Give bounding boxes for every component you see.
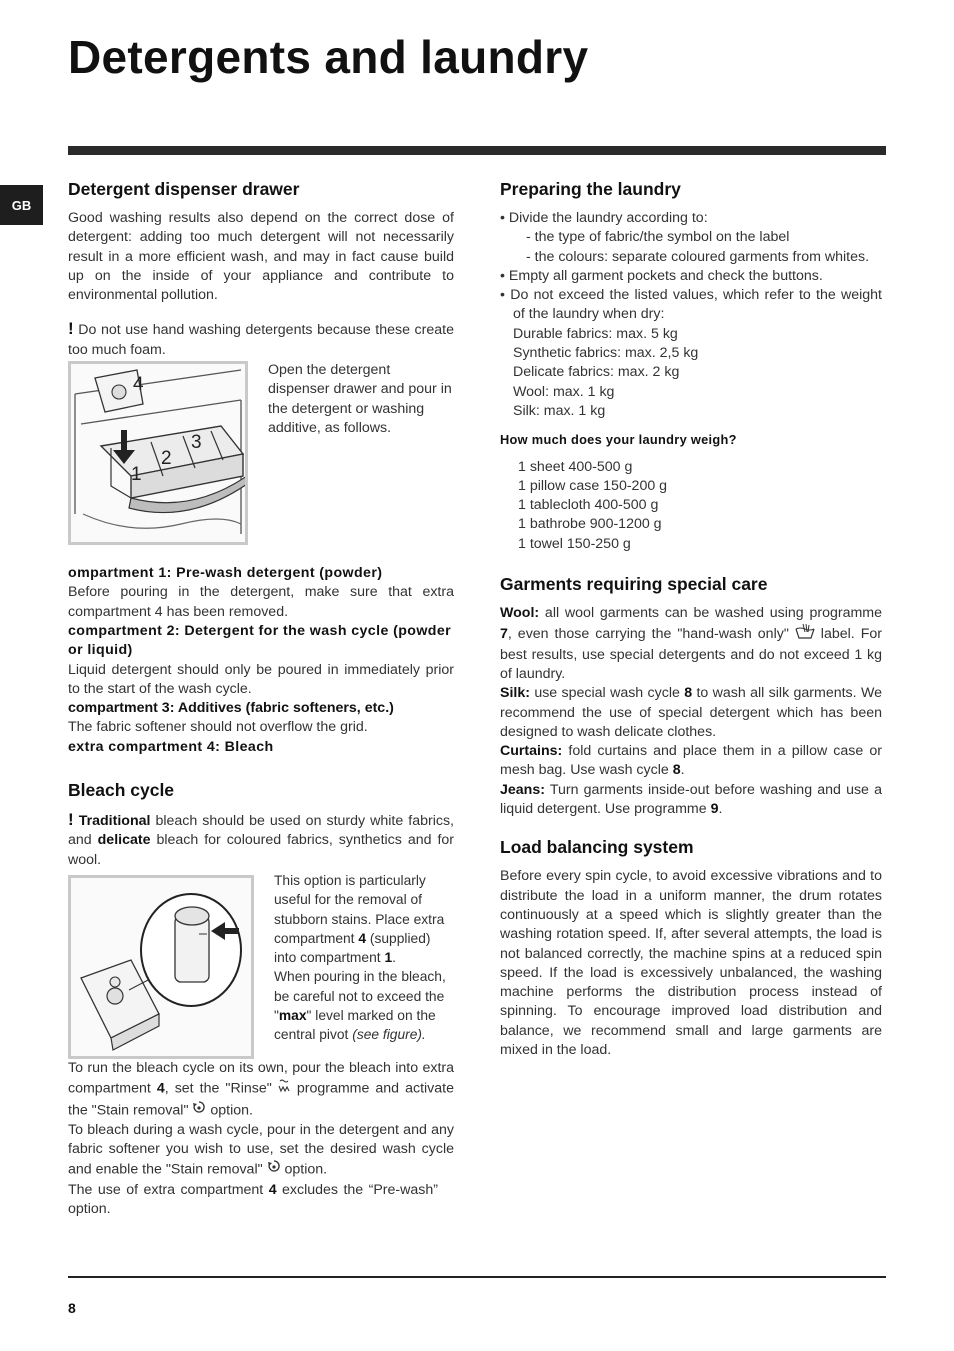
compartment-3-text: The fabric softener should not overflow the grid.: [68, 719, 368, 736]
compartment-3-title: compartment 3: Additives (fabric softeners, etc.): [68, 700, 394, 717]
bleach-fig-text-4: When pouring in the bleach, be careful not to exceed the ": [274, 969, 446, 1024]
compartment-1-title: ompartment 1: Pre-wash detergent (powder): [68, 565, 383, 582]
left-column: [68, 178, 454, 1219]
wool-programme: 7: [500, 626, 508, 643]
prep-bullet-2: • Empty all garment pockets and check the buttons.: [500, 267, 823, 284]
hand-wash-icon: [795, 623, 815, 645]
bleach-p1-c: , set the "Rinse": [164, 1080, 278, 1097]
bleach-p3-c: excludes the “Pre-wash” option.: [68, 1181, 438, 1218]
bleach-figure-text: [254, 871, 454, 1059]
fig-label-4: 4: [133, 374, 144, 396]
bleach-compartment-figure: [68, 875, 254, 1059]
language-tab: GB: [0, 185, 43, 225]
compartments-list: [68, 564, 454, 757]
bleach-fig-max: max: [278, 1008, 307, 1024]
silk-paragraph: [500, 684, 882, 742]
limit-item: Delicate fabrics: max. 2 kg: [513, 364, 680, 381]
silk-cycle: 8: [684, 685, 693, 702]
bleach-fig-num-4: 4: [358, 930, 367, 946]
footer-rule: [68, 1276, 886, 1278]
page-number: 8: [68, 1300, 76, 1316]
special-care-heading: Garments requiring special care: [500, 574, 768, 595]
weight-item: 1 sheet 400-500 g: [518, 458, 633, 475]
jeans-paragraph: [500, 781, 882, 820]
bleach-text-2: bleach for coloured fabrics, synthetics and for wool.: [68, 832, 454, 868]
bleach-p3-num: 4: [268, 1181, 277, 1198]
bleach-traditional: Traditional: [78, 813, 151, 830]
weight-item: 1 tablecloth 400-500 g: [518, 497, 659, 514]
bleach-compartment-illustration: [71, 878, 251, 1056]
compartment-1-text: Before pouring in the detergent, make sure that extra compartment 4 has been removed.: [68, 584, 454, 620]
right-column: [500, 178, 882, 1060]
rinse-icon: [278, 1078, 291, 1099]
weight-item: 1 pillow case 150-200 g: [518, 477, 668, 494]
bleach-fig-text-2: (supplied) into compartment: [274, 930, 431, 966]
bleach-warning-mark: !: [68, 810, 74, 830]
bleach-fig-num-1: 1: [384, 950, 393, 966]
jeans-programme: 9: [710, 801, 719, 818]
bleach-fig-text-1: This option is particularly useful for the removal of stubborn stains. Place extra compartment: [274, 872, 445, 946]
load-balancing-text: Before every spin cycle, to avoid excessive vibrations and to distribute the load in a uniform manner, the drum rotates continuously at a speed which is slightly greater than the washing rotation speed. If, after several attempts, the load is not balanced correctly, the machine spins at a reduced spin speed. If the load is excessively unbalanced, the washing machine performs the distribution process instead of spinning. To encourage improved load distribution and balance, we recommend small and large garments are mixed in the load.: [500, 868, 882, 1058]
bleach-heading: Bleach cycle: [68, 780, 175, 801]
bleach-fig-text-3: .: [392, 950, 396, 966]
hand-wash-warning: [68, 319, 454, 360]
limit-item: Wool: max. 1 kg: [513, 383, 615, 400]
laundry-weights: [500, 458, 882, 554]
bleach-p2-a: To bleach during a wash cycle, pour in the detergent and any fabric softener you wish to use, set the desired wash cycle and enable the "Stain removal": [68, 1121, 454, 1178]
load-balancing-heading: Load balancing system: [500, 837, 694, 858]
dispenser-drawer-illustration: [71, 364, 245, 542]
wool-paragraph: [500, 604, 882, 684]
weight-item: 1 bathrobe 900-1200 g: [518, 516, 662, 533]
stain-removal-icon: [267, 1159, 281, 1180]
fig-label-1: 1: [131, 464, 142, 486]
wool-text-c: , even those carrying the "hand-wash only": [507, 626, 795, 643]
fig-label-3: 3: [191, 432, 202, 454]
wool-text-d: label. For best results, use special detergents and do not exceed 1 kg of laundry.: [500, 626, 882, 682]
curtains-text-c: .: [680, 762, 685, 779]
dispenser-drawer-figure: [68, 361, 248, 545]
prep-heading: Preparing the laundry: [500, 179, 681, 199]
prep-sub-1: - the type of fabric/the symbol on the label: [526, 229, 790, 246]
warning-mark: !: [68, 319, 74, 339]
jeans-label: Jeans:: [500, 781, 545, 798]
bleach-intro: [68, 810, 454, 870]
bleach-paragraph-3: [68, 1181, 438, 1220]
curtains-label: Curtains:: [500, 743, 563, 760]
bleach-p1-num: 4: [156, 1080, 165, 1097]
curtains-paragraph: [500, 742, 882, 781]
curtains-text-a: fold curtains and place them in a pillow case or mesh bag. Use wash cycle: [500, 743, 882, 779]
bleach-p1-d: programme and activate the "Stain removal": [68, 1080, 455, 1118]
bleach-p2-b: option.: [280, 1161, 328, 1178]
weigh-subheading: How much does your laundry weigh?: [500, 432, 737, 448]
jeans-text-a: Turn garments inside-out before washing and use a liquid detergent. Use programme: [500, 781, 882, 818]
prep-sub-2: - the colours: separate coloured garments from whites.: [526, 248, 870, 265]
wool-text-a: all wool garments can be washed using programme: [539, 605, 882, 622]
fig-label-2: 2: [161, 448, 172, 470]
jeans-text-c: .: [718, 801, 723, 818]
bleach-figure-row: [68, 871, 454, 1059]
prep-list: [500, 209, 882, 325]
dispenser-heading: Detergent dispenser drawer: [68, 179, 300, 199]
page-title: Detergents and laundry: [68, 31, 589, 83]
prep-bullet-1: [500, 209, 882, 267]
compartment-2-text: Liquid detergent should only be poured in immediately prior to the start of the wash cycle.: [68, 661, 454, 697]
warning-text: Do not use hand washing detergents because these create too much foam.: [68, 322, 454, 358]
silk-label: Silk:: [500, 685, 530, 702]
curtains-cycle: 8: [672, 762, 681, 779]
dispenser-figure-row: [68, 361, 454, 545]
limit-item: Silk: max. 1 kg: [513, 402, 606, 419]
header-rule: [68, 146, 886, 155]
bleach-p3-a: The use of extra compartment: [68, 1181, 269, 1198]
silk-text-a: use special wash cycle: [529, 685, 685, 702]
limit-item: Synthetic fabrics: max. 2,5 kg: [513, 345, 699, 362]
compartment-4-title: extra compartment 4: Bleach: [68, 738, 274, 755]
silk-text-c: to wash all silk garments. We recommend the use of special detergent which has been designed to wash delicate clothes.: [500, 685, 882, 740]
dispenser-intro: Good washing results also depend on the correct dose of detergent: adding too much detergent will not necessarily result in a more efficient wash, and may in fact cause build up on the inside of your appliance and contribute to environmental pollution.: [68, 210, 454, 304]
bleach-paragraph-2: [68, 1121, 454, 1181]
weight-limits: [500, 325, 882, 421]
stain-removal-icon: [192, 1100, 206, 1121]
bleach-paragraph-1: [68, 1059, 454, 1121]
bleach-delicate: delicate: [97, 832, 151, 849]
wool-label: Wool:: [500, 605, 540, 622]
dispenser-figure-text: Open the detergent dispenser drawer and pour in the detergent or washing additive, as follows.: [268, 362, 452, 436]
bleach-fig-text-5: " level marked on the central pivot: [274, 1008, 436, 1043]
prep-bullet-3: • Do not exceed the listed values, which refer to the weight of the laundry when dry:: [500, 287, 882, 323]
prep-bullet-1-text: • Divide the laundry according to:: [500, 210, 708, 226]
bleach-p1-a: To run the bleach cycle on its own, pour the bleach into extra compartment: [68, 1059, 454, 1097]
limit-item: Durable fabrics: max. 5 kg: [513, 325, 678, 342]
weight-item: 1 towel 150-250 g: [518, 535, 631, 552]
bleach-text-1: bleach should be used on sturdy white fabrics, and: [68, 813, 454, 849]
bleach-fig-see-figure: (see figure).: [352, 1027, 426, 1043]
compartment-2-title: compartment 2: Detergent for the wash cycle (powder or liquid): [68, 622, 452, 659]
bleach-p1-e: option.: [206, 1101, 253, 1118]
